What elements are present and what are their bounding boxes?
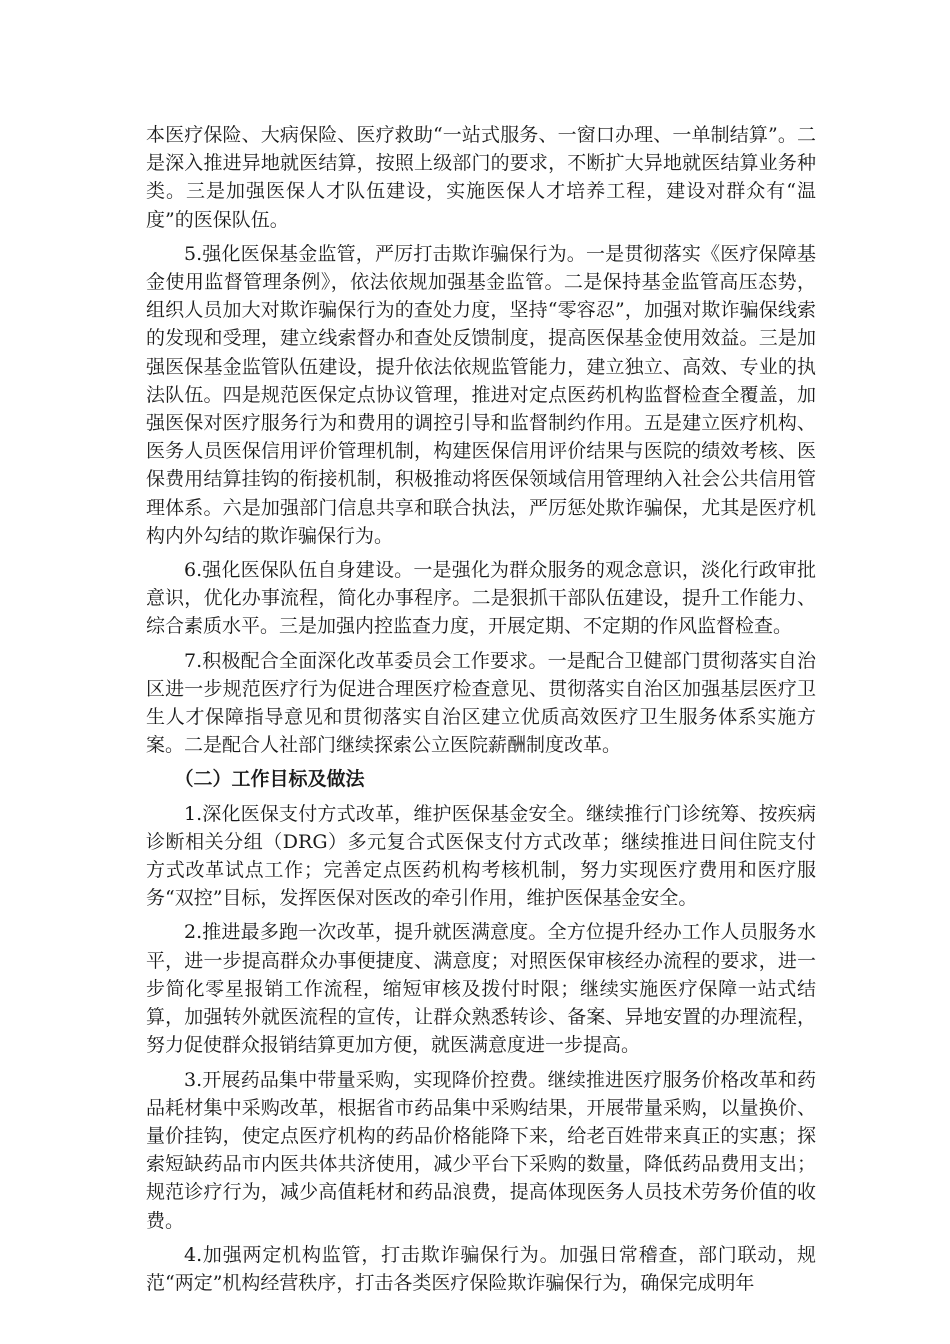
paragraph-item-5: 5.强化医保基金监管，严厉打击欺诈骗保行为。一是贯彻落实《医疗保障基金使用监督管理条例》，依法依规加强基金监管。二是保持基金监管高压态势，组织人员加大对欺诈骗保行为的查处力度，坚持“零容忍”，加强对欺诈骗保线索的发现和受理，建立线索督办和查处反馈制度，提高医保基金使用效益。三是加强医保基金监管队伍建设，提升依法依规监管能力，建立独立、高效、专业的执法队伍。四是规范医保定点协议管理，推进对定点医药机构监督检查全覆盖，加强医保对医疗服务行为和费用的调控引导和监督制约作用。五是建立医疗机构、医务人员医保信用评价管理机制，构建医保信用评价结果与医院的绩效考核、医保费用结算挂钩的衔接机制，积极推动将医保领域信用管理纳入社会公共信用管理体系。六是加强部门信息共享和联合执法，严厉惩处欺诈骗保，尤其是医疗机构内外勾结的欺诈骗保行为。 — [146, 242, 816, 547]
paragraph-item-7: 7.积极配合全面深化改革委员会工作要求。一是配合卫健部门贯彻落实自治区进一步规范医疗行为促进合理医疗检查意见、贯彻落实自治区加强基层医疗卫生人才保障指导意见和贯彻落实自治区建立优质高效医疗卫生服务体系实施方案。二是配合人社部门继续探索公立医院薪酬制度改革。 — [146, 649, 816, 757]
paragraph-goal-4: 4.加强两定机构监管，打击欺诈骗保行为。加强日常稽查，部门联动，规范“两定”机构经营秩序，打击各类医疗保险欺诈骗保行为，确保完成明年 — [146, 1243, 816, 1294]
document-body — [146, 121, 816, 1303]
section-heading: （二）工作目标及做法 — [174, 768, 365, 791]
paragraph-continued: 本医疗保险、大病保险、医疗救助“一站式服务、一窗口办理、一单制结算”。二是深入推进异地就医结算，按照上级部门的要求，不断扩大异地就医结算业务种类。三是加强医保人才队伍建设，实施医保人才培养工程，建设对群众有“温度”的医保队伍。 — [146, 124, 816, 231]
paragraph-goal-1: 1.深化医保支付方式改革，维护医保基金安全。继续推行门诊统筹、按疾病诊断相关分组（DRG）多元复合式医保支付方式改革；继续推进日间住院支付方式改革试点工作；完善定点医药机构考核机制，努力实现医疗费用和医疗服务“双控”目标，发挥医保对医改的牵引作用，维护医保基金安全。 — [146, 802, 816, 910]
paragraph-goal-2: 2.推进最多跑一次改革，提升就医满意度。全方位提升经办工作人员服务水平，进一步提高群众办事便捷度、满意度；对照医保审核经办流程的要求，进一步简化零星报销工作流程，缩短审核及拨付时限；继续实施医疗保障一站式结算，加强转外就医流程的宣传，让群众熟悉转诊、备案、异地安置的办理流程，努力促使群众报销结算更加方便，就医满意度进一步提高。 — [146, 921, 816, 1057]
paragraph-item-6: 6.强化医保队伍自身建设。一是强化为群众服务的观念意识，淡化行政审批意识，优化办事流程，简化办事程序。二是狠抓干部队伍建设，提升工作能力、综合素质水平。三是加强内控监查力度，开展定期、不定期的作风监督检查。 — [146, 559, 816, 638]
paragraph-goal-3: 3.开展药品集中带量采购，实现降价控费。继续推进医疗服务价格改革和药品耗材集中采购改革，根据省市药品集中采购结果，开展带量采购，以量换价、量价挂钩，使定点医疗机构的药品价格能降下来，给老百姓带来真正的实惠；探索短缺药品市内医共体共济使用，减少平台下采购的数量，降低药品费用支出；规范诊疗行为，减少高值耗材和药品浪费，提高体现医务人员技术劳务价值的收费。 — [146, 1068, 816, 1232]
